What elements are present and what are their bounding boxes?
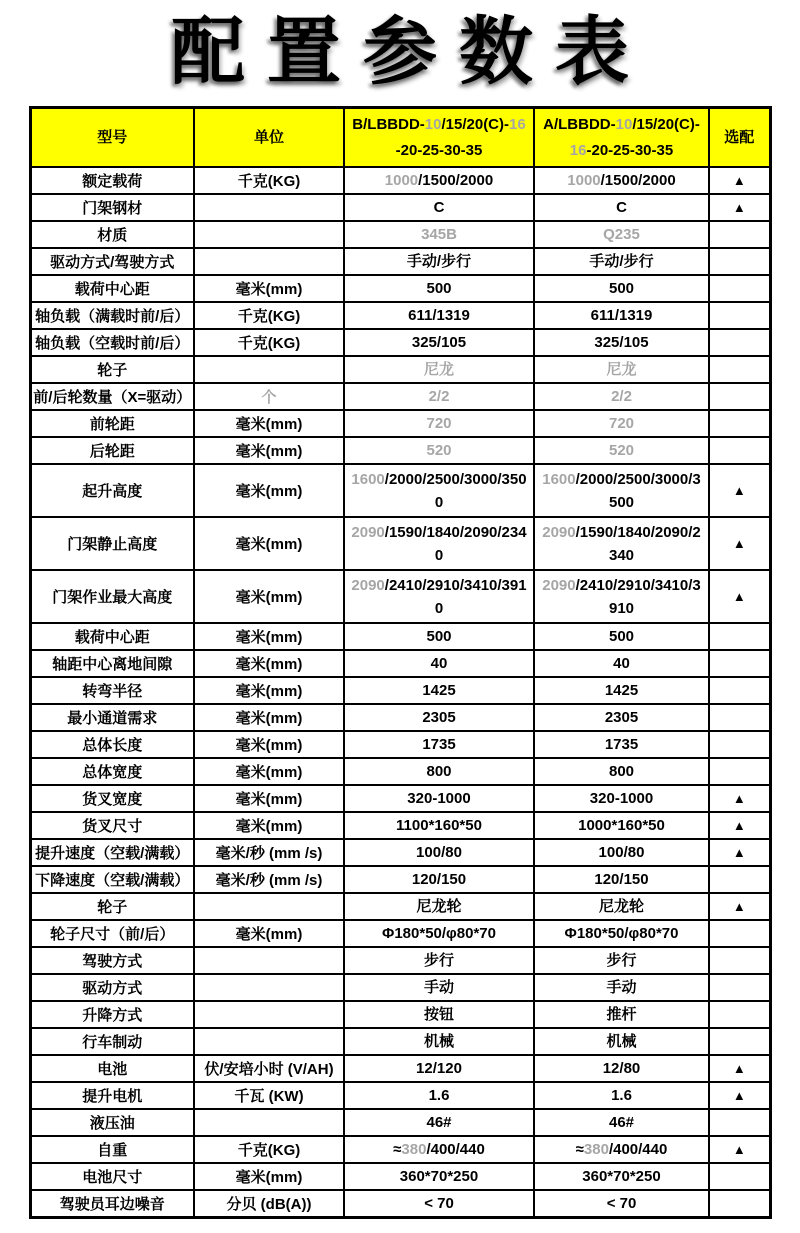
value-model-b bbox=[344, 1136, 534, 1163]
row-unit: 分贝 (dB(A)) bbox=[194, 1190, 344, 1217]
optional-mark bbox=[709, 248, 770, 275]
table-row bbox=[30, 704, 770, 731]
value-model-a: < 70 bbox=[534, 1190, 709, 1217]
text-segment: /1590/1840/2090/2340 bbox=[384, 523, 527, 564]
value-model-b: 46# bbox=[344, 1109, 534, 1136]
row-label: 转弯半径 bbox=[30, 677, 194, 704]
row-unit: 毫米(mm) bbox=[194, 920, 344, 947]
row-label: 材质 bbox=[30, 221, 194, 248]
column-header-unit: 单位 bbox=[194, 108, 344, 168]
row-unit: 毫米(mm) bbox=[194, 570, 344, 623]
dimmed-text-segment: 1600 bbox=[351, 470, 385, 488]
optional-mark bbox=[709, 1028, 770, 1055]
column-header-model-b bbox=[344, 108, 534, 168]
value-model-a: 1000*160*50 bbox=[534, 812, 709, 839]
dimmed-text-segment: 尼龙 bbox=[423, 361, 454, 378]
spec-table bbox=[29, 106, 772, 1219]
row-label: 驾驶员耳边噪音 bbox=[30, 1190, 194, 1217]
table-row bbox=[30, 731, 770, 758]
value-model-a: 手动/步行 bbox=[534, 248, 709, 275]
table-row bbox=[30, 893, 770, 920]
optional-mark bbox=[709, 221, 770, 248]
value-model-a: C bbox=[534, 194, 709, 221]
value-model-b: 500 bbox=[344, 623, 534, 650]
table-row bbox=[30, 920, 770, 947]
optional-mark bbox=[709, 866, 770, 893]
text-segment: /400/440 bbox=[426, 1141, 485, 1158]
table-row bbox=[30, 1109, 770, 1136]
optional-mark: ▲ bbox=[709, 167, 770, 194]
value-model-a: 推杆 bbox=[534, 1001, 709, 1028]
value-model-a bbox=[534, 221, 709, 248]
row-unit: 伏/安培小时 (V/AH) bbox=[194, 1055, 344, 1082]
row-unit: 毫米(mm) bbox=[194, 650, 344, 677]
row-unit bbox=[194, 383, 344, 410]
optional-mark bbox=[709, 437, 770, 464]
row-unit: 毫米(mm) bbox=[194, 812, 344, 839]
dimmed-text-segment: 520 bbox=[426, 442, 452, 459]
row-label: 自重 bbox=[30, 1136, 194, 1163]
table-row bbox=[30, 329, 770, 356]
row-label: 升降方式 bbox=[30, 1001, 194, 1028]
text-segment: -20-25-30-35 bbox=[395, 141, 483, 159]
row-label: 货叉尺寸 bbox=[30, 812, 194, 839]
optional-mark bbox=[709, 974, 770, 1001]
table-row bbox=[30, 410, 770, 437]
row-label: 轴负载（空载时前/后） bbox=[30, 329, 194, 356]
value-model-b: 120/150 bbox=[344, 866, 534, 893]
table-row bbox=[30, 839, 770, 866]
text-segment: /2000/2500/3000/3500 bbox=[384, 470, 527, 511]
row-unit bbox=[194, 1028, 344, 1055]
dimmed-text-segment: 10 bbox=[615, 115, 633, 133]
dimmed-text-segment: 2/2 bbox=[611, 388, 632, 405]
dimmed-text-segment: 720 bbox=[426, 415, 452, 432]
dimmed-text-segment: 个 bbox=[261, 389, 277, 406]
value-model-a: 325/105 bbox=[534, 329, 709, 356]
column-header-optional: 选配 bbox=[709, 108, 770, 168]
value-model-b bbox=[344, 356, 534, 383]
optional-mark bbox=[709, 410, 770, 437]
row-unit bbox=[194, 194, 344, 221]
dimmed-text-segment: 380 bbox=[583, 1141, 609, 1158]
value-model-b: 按钮 bbox=[344, 1001, 534, 1028]
value-model-a: 手动 bbox=[534, 974, 709, 1001]
table-body bbox=[30, 167, 770, 1217]
table-row bbox=[30, 464, 770, 517]
row-label: 驱动方式/驾驶方式 bbox=[30, 248, 194, 275]
table-row bbox=[30, 650, 770, 677]
optional-mark: ▲ bbox=[709, 785, 770, 812]
value-model-a: 100/80 bbox=[534, 839, 709, 866]
optional-mark bbox=[709, 275, 770, 302]
text-segment: /2410/2910/3410/3910 bbox=[575, 576, 701, 617]
text-segment: -20-25-30-35 bbox=[586, 141, 674, 159]
optional-mark bbox=[709, 1190, 770, 1217]
row-label: 下降速度（空载/满载） bbox=[30, 866, 194, 893]
text-segment: /1500/2000 bbox=[600, 172, 676, 189]
row-unit: 毫米/秒 (mm /s) bbox=[194, 839, 344, 866]
optional-mark bbox=[709, 677, 770, 704]
value-model-b bbox=[344, 410, 534, 437]
dimmed-text-segment: 520 bbox=[608, 442, 635, 459]
value-model-a: 320-1000 bbox=[534, 785, 709, 812]
value-model-a: 360*70*250 bbox=[534, 1163, 709, 1190]
row-label: 液压油 bbox=[30, 1109, 194, 1136]
row-label: 行车制动 bbox=[30, 1028, 194, 1055]
table-row bbox=[30, 974, 770, 1001]
row-unit bbox=[194, 221, 344, 248]
row-unit: 千克(KG) bbox=[194, 1136, 344, 1163]
row-unit: 千克(KG) bbox=[194, 302, 344, 329]
dimmed-text-segment: 尼龙 bbox=[606, 361, 637, 378]
value-model-b: 325/105 bbox=[344, 329, 534, 356]
value-model-b: 手动/步行 bbox=[344, 248, 534, 275]
value-model-a bbox=[534, 437, 709, 464]
value-model-a: 1.6 bbox=[534, 1082, 709, 1109]
row-unit: 毫米(mm) bbox=[194, 437, 344, 464]
row-unit bbox=[194, 1109, 344, 1136]
row-label: 门架静止高度 bbox=[30, 517, 194, 570]
dimmed-text-segment: 1000 bbox=[384, 172, 419, 189]
column-header-model: 型号 bbox=[30, 108, 194, 168]
row-label: 门架作业最大高度 bbox=[30, 570, 194, 623]
text-segment: /1590/1840/2090/2340 bbox=[575, 523, 701, 564]
table-row bbox=[30, 167, 770, 194]
value-model-a: 1425 bbox=[534, 677, 709, 704]
value-model-a: 46# bbox=[534, 1109, 709, 1136]
value-model-b: 12/120 bbox=[344, 1055, 534, 1082]
optional-mark: ▲ bbox=[709, 1082, 770, 1109]
optional-mark bbox=[709, 329, 770, 356]
row-unit: 毫米(mm) bbox=[194, 410, 344, 437]
text-segment: /15/20(C)- bbox=[632, 115, 700, 133]
optional-mark bbox=[709, 758, 770, 785]
dimmed-text-segment: 2090 bbox=[351, 576, 385, 594]
row-label: 起升高度 bbox=[30, 464, 194, 517]
value-model-b: 尼龙轮 bbox=[344, 893, 534, 920]
optional-mark bbox=[709, 731, 770, 758]
row-unit: 毫米(mm) bbox=[194, 517, 344, 570]
value-model-b: 机械 bbox=[344, 1028, 534, 1055]
row-unit bbox=[194, 356, 344, 383]
table-row bbox=[30, 517, 770, 570]
optional-mark bbox=[709, 1001, 770, 1028]
optional-mark bbox=[709, 704, 770, 731]
optional-mark: ▲ bbox=[709, 1136, 770, 1163]
value-model-a: 机械 bbox=[534, 1028, 709, 1055]
value-model-b bbox=[344, 437, 534, 464]
text-segment: ≈ bbox=[393, 1141, 402, 1158]
value-model-b: < 70 bbox=[344, 1190, 534, 1217]
optional-mark: ▲ bbox=[709, 1055, 770, 1082]
row-label: 轮子 bbox=[30, 356, 194, 383]
dimmed-text-segment: 345B bbox=[421, 226, 457, 243]
row-label: 载荷中心距 bbox=[30, 275, 194, 302]
row-unit: 毫米(mm) bbox=[194, 464, 344, 517]
value-model-b bbox=[344, 570, 534, 623]
table-row bbox=[30, 570, 770, 623]
value-model-a bbox=[534, 464, 709, 517]
row-label: 提升速度（空载/满载） bbox=[30, 839, 194, 866]
header-row bbox=[30, 108, 770, 168]
row-unit: 毫米(mm) bbox=[194, 623, 344, 650]
value-model-a: 800 bbox=[534, 758, 709, 785]
table-row bbox=[30, 437, 770, 464]
row-unit: 毫米(mm) bbox=[194, 275, 344, 302]
row-label: 后轮距 bbox=[30, 437, 194, 464]
row-unit: 毫米(mm) bbox=[194, 704, 344, 731]
value-model-a: Φ180*50/φ80*70 bbox=[534, 920, 709, 947]
optional-mark bbox=[709, 920, 770, 947]
optional-mark: ▲ bbox=[709, 570, 770, 623]
dimmed-text-segment: 1000 bbox=[567, 172, 601, 189]
optional-mark bbox=[709, 383, 770, 410]
optional-mark bbox=[709, 1163, 770, 1190]
row-label: 轴负载（满载时前/后） bbox=[30, 302, 194, 329]
row-label: 总体长度 bbox=[30, 731, 194, 758]
dimmed-text-segment: 2/2 bbox=[428, 388, 450, 405]
row-label: 最小通道需求 bbox=[30, 704, 194, 731]
table-row bbox=[30, 812, 770, 839]
row-label: 驱动方式 bbox=[30, 974, 194, 1001]
value-model-b: 1735 bbox=[344, 731, 534, 758]
value-model-b: Φ180*50/φ80*70 bbox=[344, 920, 534, 947]
table-row bbox=[30, 194, 770, 221]
value-model-b: 500 bbox=[344, 275, 534, 302]
table-row bbox=[30, 221, 770, 248]
value-model-b: 800 bbox=[344, 758, 534, 785]
value-model-a bbox=[534, 383, 709, 410]
dimmed-text-segment: 2090 bbox=[542, 576, 576, 594]
table-row bbox=[30, 758, 770, 785]
text-segment: /15/20(C)- bbox=[441, 115, 510, 133]
row-unit: 毫米(mm) bbox=[194, 677, 344, 704]
row-unit bbox=[194, 248, 344, 275]
row-unit: 毫米(mm) bbox=[194, 785, 344, 812]
value-model-b: 1100*160*50 bbox=[344, 812, 534, 839]
dimmed-text-segment: 2090 bbox=[542, 523, 576, 541]
value-model-a bbox=[534, 570, 709, 623]
value-model-b bbox=[344, 383, 534, 410]
row-unit bbox=[194, 1001, 344, 1028]
value-model-a: 12/80 bbox=[534, 1055, 709, 1082]
optional-mark bbox=[709, 650, 770, 677]
row-label: 门架钢材 bbox=[30, 194, 194, 221]
value-model-b bbox=[344, 167, 534, 194]
table-row bbox=[30, 383, 770, 410]
row-unit bbox=[194, 893, 344, 920]
row-label: 电池 bbox=[30, 1055, 194, 1082]
row-label: 驾驶方式 bbox=[30, 947, 194, 974]
value-model-a: 尼龙轮 bbox=[534, 893, 709, 920]
row-unit: 千克(KG) bbox=[194, 167, 344, 194]
optional-mark bbox=[709, 356, 770, 383]
value-model-b: 1.6 bbox=[344, 1082, 534, 1109]
row-label: 电池尺寸 bbox=[30, 1163, 194, 1190]
table-row bbox=[30, 1136, 770, 1163]
value-model-a: 500 bbox=[534, 623, 709, 650]
optional-mark: ▲ bbox=[709, 464, 770, 517]
dimmed-text-segment: 380 bbox=[401, 1141, 427, 1158]
value-model-a: 步行 bbox=[534, 947, 709, 974]
value-model-a bbox=[534, 517, 709, 570]
value-model-a: 500 bbox=[534, 275, 709, 302]
value-model-b bbox=[344, 517, 534, 570]
row-unit bbox=[194, 947, 344, 974]
dimmed-text-segment: 1600 bbox=[542, 470, 576, 488]
value-model-b bbox=[344, 221, 534, 248]
value-model-a bbox=[534, 167, 709, 194]
text-segment: /2410/2910/3410/3910 bbox=[384, 576, 527, 617]
dimmed-text-segment: 10 bbox=[424, 115, 442, 133]
value-model-a: 2305 bbox=[534, 704, 709, 731]
row-label: 轮子 bbox=[30, 893, 194, 920]
table-row bbox=[30, 866, 770, 893]
dimmed-text-segment: Q235 bbox=[603, 226, 640, 243]
table-row bbox=[30, 356, 770, 383]
row-unit: 毫米(mm) bbox=[194, 731, 344, 758]
value-model-b: 320-1000 bbox=[344, 785, 534, 812]
table-row bbox=[30, 1055, 770, 1082]
value-model-a: 611/1319 bbox=[534, 302, 709, 329]
dimmed-text-segment: 16 bbox=[509, 115, 526, 133]
row-label: 提升电机 bbox=[30, 1082, 194, 1109]
table-row bbox=[30, 785, 770, 812]
row-unit: 千克(KG) bbox=[194, 329, 344, 356]
row-unit bbox=[194, 974, 344, 1001]
row-label: 额定载荷 bbox=[30, 167, 194, 194]
text-segment: /400/440 bbox=[608, 1141, 668, 1158]
table-row bbox=[30, 1163, 770, 1190]
value-model-b: C bbox=[344, 194, 534, 221]
value-model-b: 40 bbox=[344, 650, 534, 677]
value-model-a bbox=[534, 356, 709, 383]
row-unit: 毫米(mm) bbox=[194, 758, 344, 785]
table-row bbox=[30, 248, 770, 275]
table-header bbox=[30, 108, 770, 168]
optional-mark: ▲ bbox=[709, 517, 770, 570]
row-label: 载荷中心距 bbox=[30, 623, 194, 650]
optional-mark: ▲ bbox=[709, 893, 770, 920]
value-model-b: 360*70*250 bbox=[344, 1163, 534, 1190]
text-segment: ≈ bbox=[575, 1141, 584, 1158]
text-segment: B/LBBDD- bbox=[352, 115, 425, 133]
table-row bbox=[30, 302, 770, 329]
table-row bbox=[30, 1028, 770, 1055]
row-unit: 毫米(mm) bbox=[194, 1163, 344, 1190]
row-label: 总体宽度 bbox=[30, 758, 194, 785]
optional-mark: ▲ bbox=[709, 839, 770, 866]
value-model-b: 100/80 bbox=[344, 839, 534, 866]
optional-mark bbox=[709, 302, 770, 329]
table-row bbox=[30, 947, 770, 974]
table-row bbox=[30, 1082, 770, 1109]
optional-mark bbox=[709, 1109, 770, 1136]
table-row bbox=[30, 677, 770, 704]
value-model-a bbox=[534, 410, 709, 437]
row-unit: 毫米/秒 (mm /s) bbox=[194, 866, 344, 893]
row-label: 轴距中心离地间隙 bbox=[30, 650, 194, 677]
value-model-b: 手动 bbox=[344, 974, 534, 1001]
table-row bbox=[30, 275, 770, 302]
optional-mark: ▲ bbox=[709, 812, 770, 839]
value-model-b: 2305 bbox=[344, 704, 534, 731]
row-label: 前/后轮数量（X=驱动） bbox=[30, 383, 194, 410]
table-row bbox=[30, 1190, 770, 1217]
value-model-b bbox=[344, 464, 534, 517]
text-segment: A/LBBDD- bbox=[543, 115, 616, 133]
value-model-b: 步行 bbox=[344, 947, 534, 974]
row-label: 轮子尺寸（前/后） bbox=[30, 920, 194, 947]
value-model-b: 611/1319 bbox=[344, 302, 534, 329]
column-header-model-a bbox=[534, 108, 709, 168]
table-row bbox=[30, 1001, 770, 1028]
row-label: 货叉宽度 bbox=[30, 785, 194, 812]
value-model-a: 40 bbox=[534, 650, 709, 677]
dimmed-text-segment: 720 bbox=[608, 415, 635, 432]
value-model-a: 1735 bbox=[534, 731, 709, 758]
value-model-a bbox=[534, 1136, 709, 1163]
page-title: 配置参数表 bbox=[171, 10, 651, 93]
table-row bbox=[30, 623, 770, 650]
value-model-a: 120/150 bbox=[534, 866, 709, 893]
value-model-b: 1425 bbox=[344, 677, 534, 704]
optional-mark bbox=[709, 623, 770, 650]
row-label: 前轮距 bbox=[30, 410, 194, 437]
dimmed-text-segment: 16 bbox=[569, 141, 587, 159]
dimmed-text-segment: 2090 bbox=[351, 523, 385, 541]
text-segment: /2000/2500/3000/3500 bbox=[575, 470, 701, 511]
optional-mark: ▲ bbox=[709, 194, 770, 221]
text-segment: /1500/2000 bbox=[418, 172, 494, 189]
optional-mark bbox=[709, 947, 770, 974]
row-unit: 千瓦 (KW) bbox=[194, 1082, 344, 1109]
